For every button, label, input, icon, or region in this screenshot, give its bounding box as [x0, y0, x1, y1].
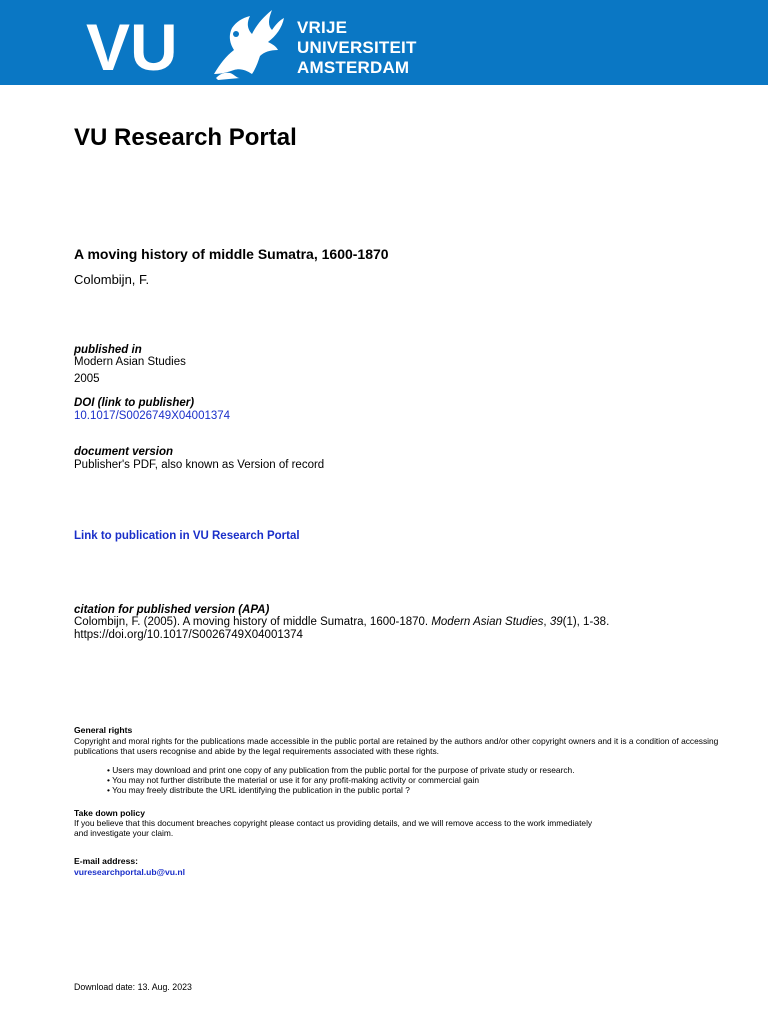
doi-link[interactable]: 10.1017/S0026749X04001374	[74, 410, 231, 422]
citation-url: https://doi.org/10.1017/S0026749X04001374	[74, 629, 303, 641]
vu-logo-letters	[86, 18, 206, 74]
publication-title: A moving history of middle Sumatra, 1600-1870	[74, 246, 389, 262]
university-name	[297, 18, 417, 78]
journal-name: Modern Asian Studies	[74, 356, 186, 368]
header-banner	[0, 0, 768, 85]
university-line-3: AMSTERDAM	[297, 58, 410, 77]
document-version-label: document version	[74, 446, 174, 458]
citation-rest: (1), 1-38.	[562, 616, 610, 628]
general-rights-bullets	[107, 765, 575, 795]
citation-separator: ,	[543, 616, 550, 628]
download-date: Download date: 13. Aug. 2023	[74, 982, 192, 992]
doi-label: DOI (link to publisher)	[74, 397, 195, 409]
citation-volume: 39	[549, 616, 563, 628]
published-in-label: published in	[74, 344, 142, 356]
citation-journal: Modern Asian Studies	[431, 616, 544, 628]
publication-year: 2005	[74, 373, 100, 385]
email-link[interactable]: vuresearchportal.ub@vu.nl	[74, 867, 186, 877]
citation-prefix: Colombijn, F. (2005). A moving history of middle Sumatra, 1600-1870.	[74, 616, 432, 628]
take-down-line-2: and investigate your claim.	[74, 828, 174, 838]
general-rights-text: Copyright and moral rights for the publications made accessible in the public portal are retained by the authors and/or other copyright owners and it is a condition of accessing publications that users recognise and abide by the legal requirements associated with these rights.	[74, 736, 719, 756]
vu-logo-text: VU	[86, 18, 178, 74]
citation-label: citation for published version (APA)	[74, 604, 270, 616]
list-item: • You may freely distribute the URL identifying the publication in the public portal ?	[107, 785, 410, 795]
griffin-icon	[206, 4, 286, 82]
list-item: • You may not further distribute the material or use it for any profit-making activity or commercial gain	[107, 775, 480, 785]
university-line-1: VRIJE	[297, 18, 348, 37]
portal-publication-link[interactable]: Link to publication in VU Research Portal	[74, 530, 300, 542]
page-title: VU Research Portal	[74, 124, 297, 151]
take-down-text	[74, 818, 592, 838]
email-heading: E-mail address:	[74, 856, 138, 866]
take-down-heading: Take down policy	[74, 808, 145, 818]
publication-author: Colombijn, F.	[74, 272, 150, 287]
citation-text	[74, 616, 609, 628]
take-down-line-1: If you believe that this document breaches copyright please contact us providing details, and we will remove access to the work immediately	[74, 818, 593, 828]
general-rights-heading: General rights	[74, 725, 133, 735]
university-line-2: UNIVERSITEIT	[297, 38, 417, 57]
list-item: • Users may download and print one copy of any publication from the public portal for the purpose of private study or research.	[107, 765, 575, 775]
document-version-value: Publisher's PDF, also known as Version of record	[74, 459, 325, 471]
